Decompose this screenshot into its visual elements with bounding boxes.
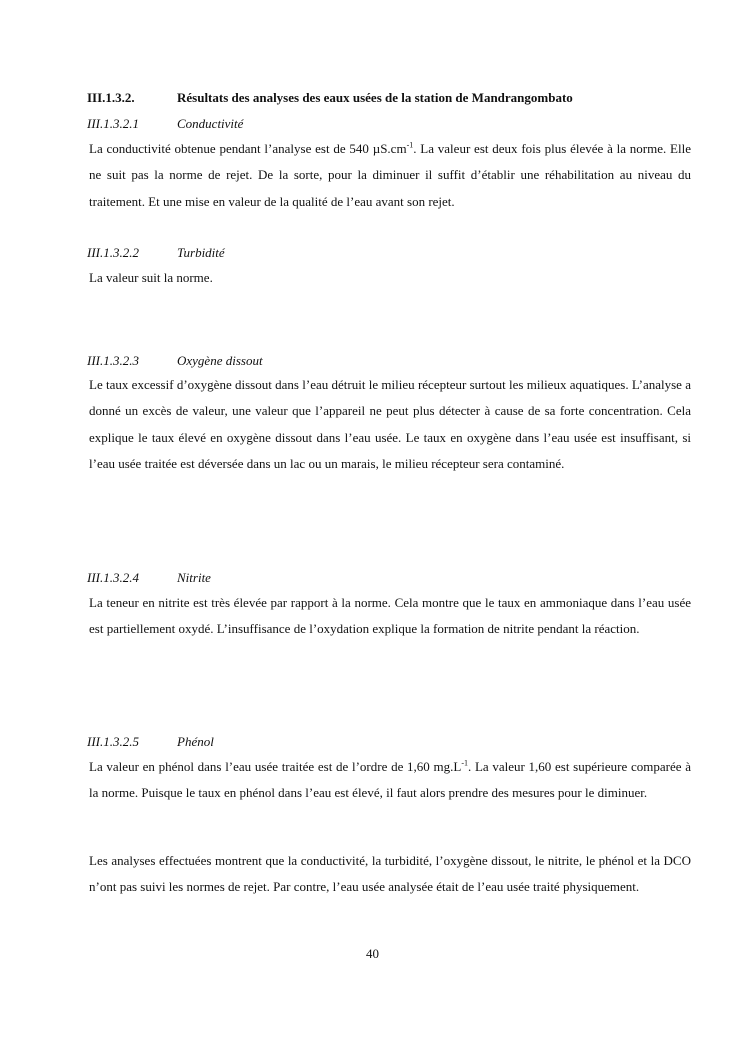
paragraph-conductivite	[89, 136, 691, 215]
paragraph-text: La conductivité obtenue pendant l’analyse est de 540 µS.cm	[89, 141, 407, 156]
paragraph-nitrite: La teneur en nitrite est très élevée par rapport à la norme. Cela montre que le taux en ammoniaque dans l’eau usée est partiellement oxydé. L’insuffisance de l’oxydation explique la formation de nitrite pendant la réaction.	[89, 595, 691, 637]
subsection-number: III.1.3.2.3	[87, 353, 139, 368]
paragraph-text: La valeur en phénol dans l’eau usée traitée est de l’ordre de 1,60 mg.L	[89, 759, 462, 774]
subsection-heading-nitrite	[87, 570, 211, 586]
paragraph-text: . La valeur 1,60 est supérieure comparée à la norme. Puisque le taux en phénol dans l’eau est élevé, il faut alors prendre des mesures pour le diminuer.	[89, 759, 691, 801]
subsection-heading-phenol	[87, 734, 214, 750]
subsection-number: III.1.3.2.2	[87, 245, 139, 260]
page-number: 40	[366, 946, 379, 961]
subsection-title: Conductivité	[177, 116, 244, 131]
superscript: -1	[461, 758, 468, 768]
subsection-heading-oxygene-dissout	[87, 353, 263, 369]
paragraph-turbidite: La valeur suit la norme.	[89, 270, 213, 285]
subsection-number: III.1.3.2.5	[87, 734, 139, 749]
paragraph-text: . La valeur est deux fois plus élevée à la norme. Elle ne suit pas la norme de rejet. De la sorte, pour la diminuer il suffit d’établir une réhabilitation au niveau du traitement. Et une mise en valeur de la qualité de l’eau avant son rejet.	[89, 141, 691, 209]
subsection-heading-conductivite	[87, 116, 243, 132]
subsection-title: Phénol	[177, 734, 214, 749]
subsection-heading-turbidite	[87, 245, 225, 261]
paragraph-oxygene-dissout: Le taux excessif d’oxygène dissout dans l’eau détruit le milieu récepteur surtout les milieux aquatiques. L’analyse a donné un excès de valeur, une valeur que l’appareil ne peut plus détecter à cause de sa forte concentration. Cela explique le taux élevé en oxygène dissout dans l’eau usée. Le taux en oxygène dans l’eau usée est insuffisant, si l’eau usée traitée est déversée dans un lac ou un marais, le milieu récepteur sera contaminé.	[89, 377, 691, 472]
section-number: III.1.3.2.	[87, 90, 135, 105]
subsection-title: Turbidité	[177, 245, 225, 260]
subsection-title: Oxygène dissout	[177, 353, 263, 368]
paragraph-conclusion: Les analyses effectuées montrent que la conductivité, la turbidité, l’oxygène dissout, le nitrite, le phénol et la DCO n’ont pas suivi les normes de rejet. Par contre, l’eau usée analysée était de l’eau usée traité physiquement.	[89, 853, 691, 895]
superscript: -1	[406, 140, 414, 150]
subsection-title: Nitrite	[177, 570, 211, 585]
paragraph-phenol	[89, 754, 691, 807]
subsection-number: III.1.3.2.4	[87, 570, 139, 585]
section-title: Résultats des analyses des eaux usées de la station de Mandrangombato	[177, 90, 573, 105]
subsection-number: III.1.3.2.1	[87, 116, 139, 131]
section-heading	[87, 90, 573, 106]
